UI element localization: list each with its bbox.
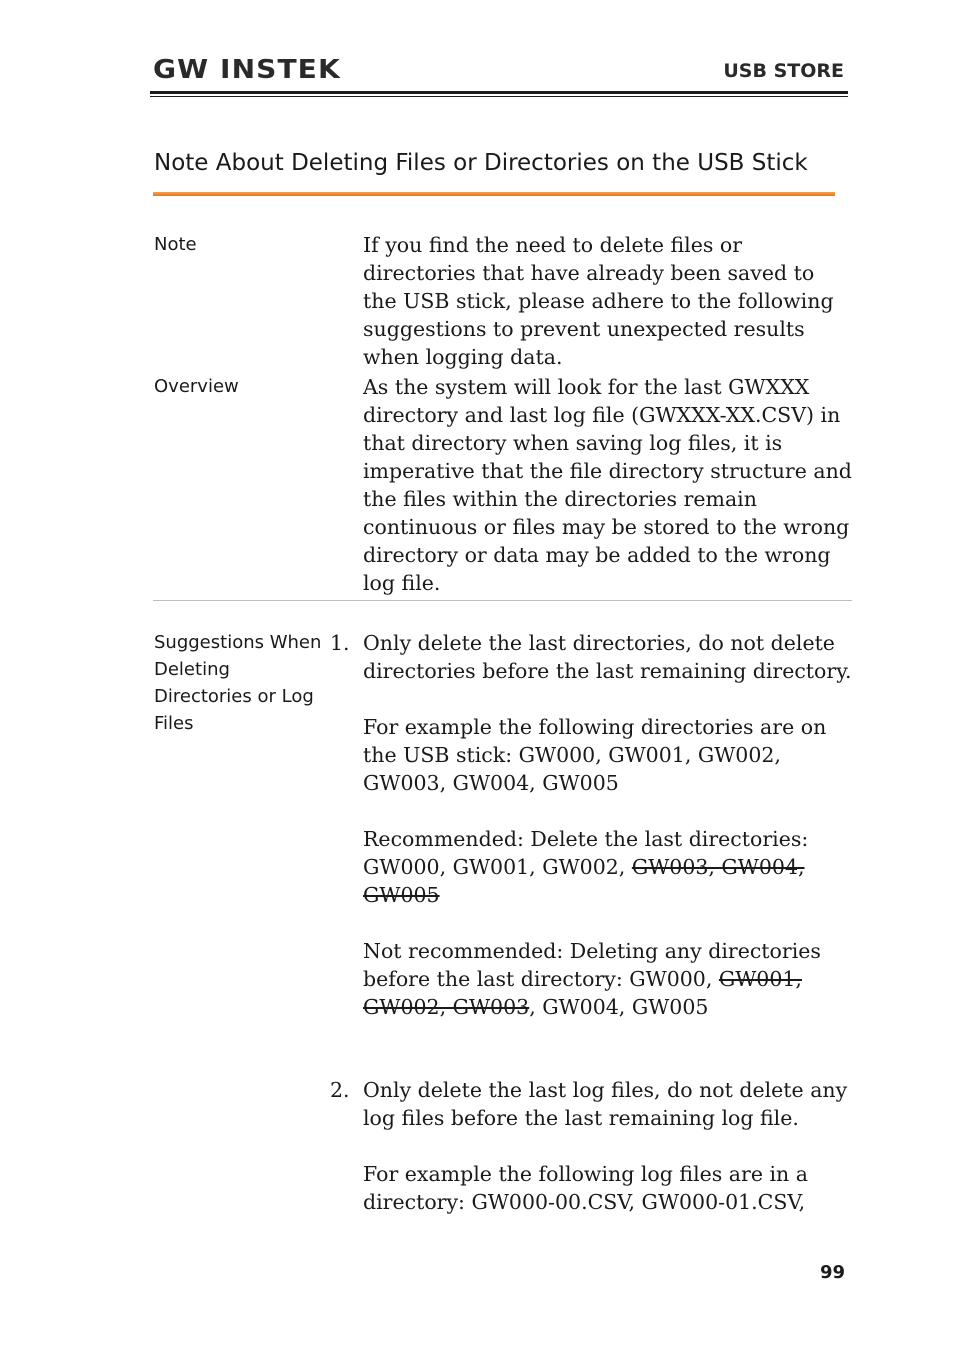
- suggestion-1-recommended: [363, 825, 853, 909]
- suggestion-1-intro: Only delete the last directories, do not delete directories before the last remaining directory.: [363, 631, 852, 683]
- header-rule-thin: [150, 96, 848, 97]
- header-rule: [150, 91, 848, 94]
- list-number-1: 1.: [330, 631, 350, 655]
- not-recommended-tail: , GW004, GW005: [529, 995, 709, 1019]
- section-label: USB STORE: [723, 60, 844, 82]
- recommended-text: Recommended: Delete the last directories: GW000, GW001, GW002,: [363, 827, 809, 879]
- recommended-struck-text: GW003, GW004, GW005: [363, 855, 805, 907]
- suggestion-2-example: For example the following log files are in a directory: GW000-00.CSV, GW000-01.CSV,: [363, 1162, 808, 1214]
- suggestion-2-intro: Only delete the last log files, do not delete any log files before the last remaining log file.: [363, 1078, 848, 1130]
- brand-logo: GW INSTEK: [153, 55, 341, 85]
- suggestion-1: [363, 629, 853, 1021]
- suggestions-label: Suggestions When Deleting Directories or Log Files: [154, 632, 322, 734]
- note-label: Note: [154, 234, 197, 255]
- suggestion-2: [363, 1076, 853, 1216]
- not-recommended-text: Not recommended: Deleting any directories before the last directory: GW000,: [363, 939, 821, 991]
- page-title: Note About Deleting Files or Directories on the USB Stick: [154, 150, 808, 176]
- overview-text: As the system will look for the last GWXXX directory and last log file (GWXXX-XX.CSV) in that directory when saving log files, it is imperative that the file directory structure and the files within the directories remain continuous or files may be stored to the wrong directory or data may be added to the wrong log file.: [363, 375, 852, 595]
- overview-label: Overview: [154, 376, 239, 397]
- suggestion-1-example: For example the following directories are on the USB stick: GW000, GW001, GW002, GW003, GW004, GW005: [363, 715, 827, 795]
- list-number-2: 2.: [330, 1078, 350, 1102]
- section-divider: [153, 600, 852, 601]
- note-text: If you find the need to delete files or directories that have already been saved to the USB stick, please adhere to the following suggestions to prevent unexpected results when logging data.: [363, 233, 834, 369]
- page-number: 99: [819, 1262, 845, 1283]
- title-underline: [153, 192, 835, 196]
- suggestion-1-not-recommended: [363, 937, 853, 1021]
- not-recommended-struck-text: GW001, GW002, GW003: [363, 967, 802, 1019]
